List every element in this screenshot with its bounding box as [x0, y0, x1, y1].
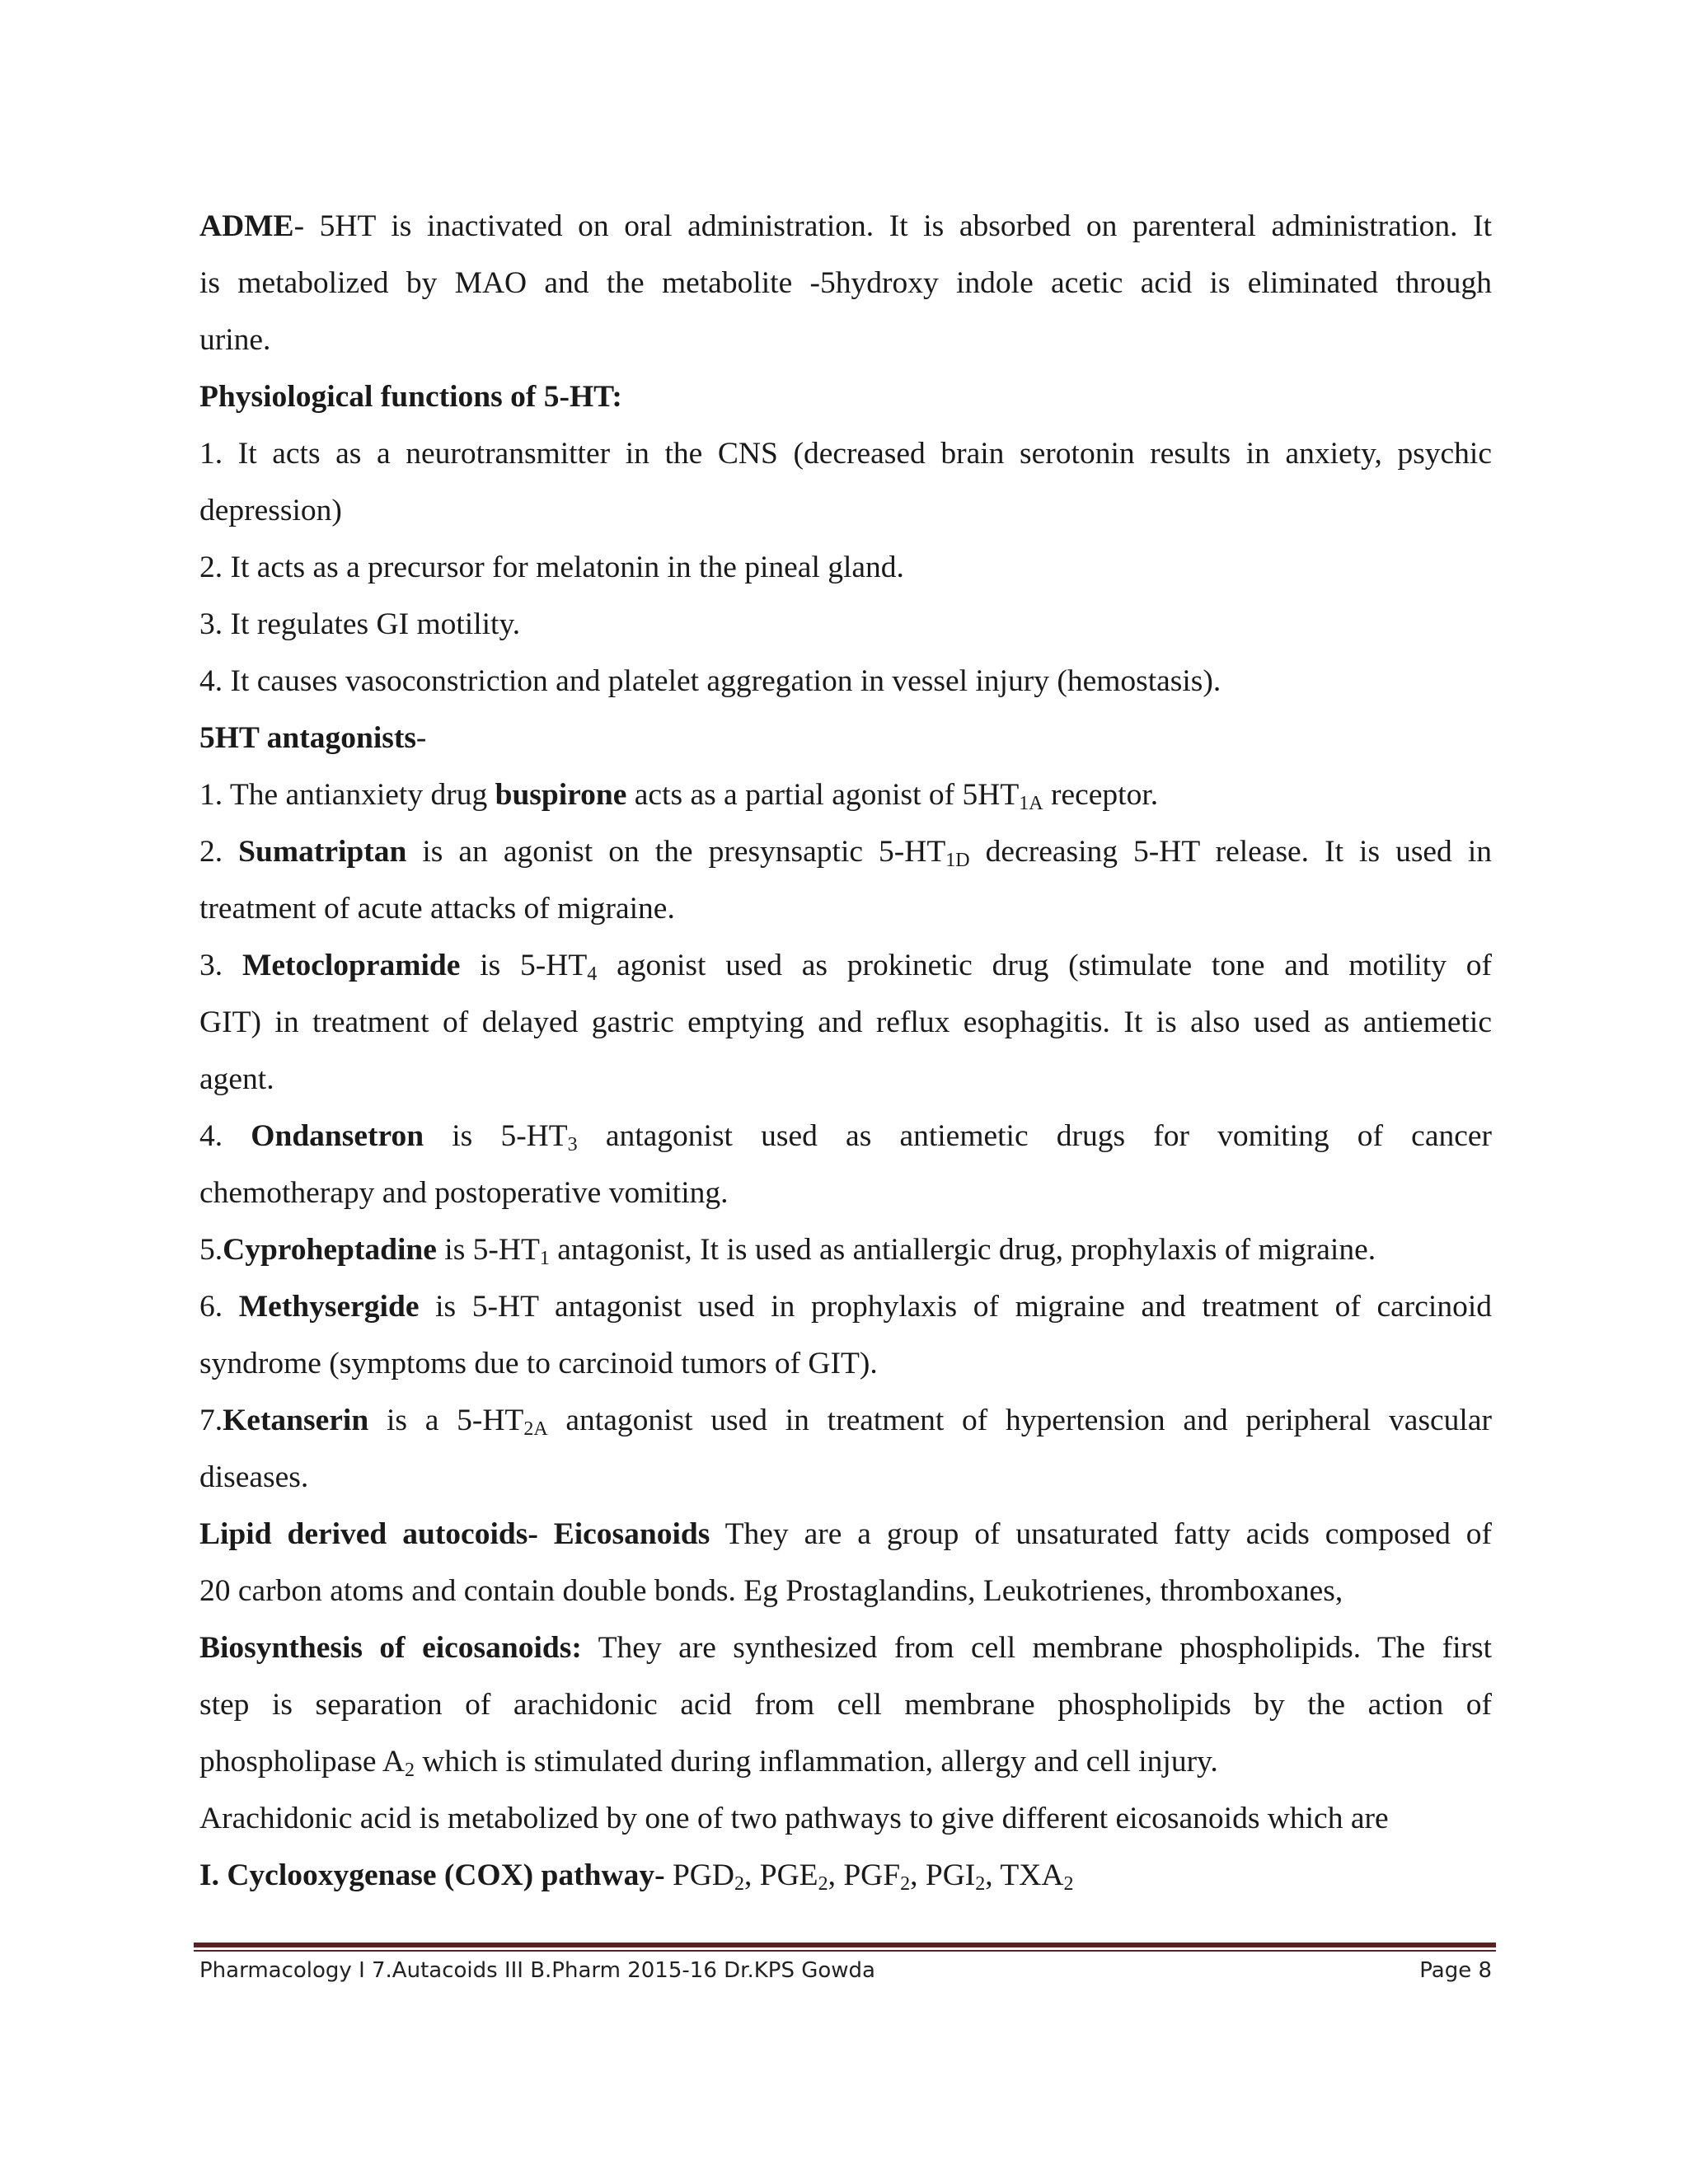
biosynthesis-line-1 — [199, 1619, 1492, 1676]
receptor-subscript: 3 — [567, 1134, 578, 1155]
drug-name-ondansetron: Ondansetron — [251, 1119, 424, 1153]
antagonist-item-7-line-1 — [199, 1392, 1492, 1449]
drug-name-methysergide: Methysergide — [238, 1290, 420, 1324]
adme-text-1: - 5HT is inactivated on oral administration. It is absorbed on parenteral administration. It — [293, 209, 1492, 243]
cox-pathway-line — [199, 1847, 1492, 1904]
biosynthesis-text-2: step is separation of arachidonic acid from cell membrane phospholipids by the action of — [199, 1688, 1492, 1722]
antagonist-item-4-line-2 — [199, 1165, 1492, 1221]
lipid-text-2: 20 carbon atoms and contain double bonds. Eg Prostaglandins, Leukotrienes, thromboxanes, — [199, 1574, 1343, 1608]
antagonist-item-4-line-1 — [199, 1108, 1492, 1165]
physiological-heading-text: Physiological functions of 5-HT: — [199, 380, 622, 414]
cox-product-subscript: 2 — [900, 1873, 911, 1895]
lipid-line-2 — [199, 1563, 1492, 1619]
antagonist-item-4-mid: is 5-HT — [424, 1119, 568, 1153]
antagonist-item-6-line-1 — [199, 1278, 1492, 1335]
antagonist-item-1-pre: 1. The antianxiety drug — [199, 778, 495, 812]
adme-text-3: urine. — [199, 323, 271, 357]
page-body — [199, 198, 1492, 1904]
antagonist-item-1-post: receptor. — [1043, 778, 1159, 812]
antagonist-item-7-line-2 — [199, 1449, 1492, 1506]
enzyme-subscript: 2 — [404, 1760, 415, 1781]
cox-heading: I. Cyclooxygenase (COX) pathway- — [199, 1858, 665, 1892]
adme-line-3 — [199, 312, 1492, 368]
page-footer — [199, 1958, 1492, 1983]
antagonist-item-4-pre: 4. — [199, 1119, 251, 1153]
lipid-line-1 — [199, 1506, 1492, 1563]
biosynthesis-line-3 — [199, 1733, 1492, 1790]
cox-product-base: TXA — [1000, 1858, 1064, 1892]
cox-product-base: PGF — [843, 1858, 901, 1892]
antagonist-item-2-mid: is an agonist on the presynsaptic 5-HT — [406, 835, 946, 869]
antagonist-item-3-text-3: agent. — [199, 1062, 274, 1096]
biosynthesis-line-2 — [199, 1676, 1492, 1733]
biosynthesis-text-3-post: which is stimulated during inflammation, allergy and cell injury. — [414, 1745, 1218, 1779]
antagonist-item-7-post: antagonist used in treatment of hypertension and peripheral vascular — [547, 1404, 1492, 1437]
physiological-item-1-text: 1. It acts as a neurotransmitter in the CNS (decreased brain serotonin results in anxiety, psychic — [199, 437, 1492, 471]
biosynthesis-text-1: They are synthesized from cell membrane phospholipids. The first — [581, 1631, 1492, 1665]
cox-product-base: PGD — [672, 1858, 734, 1892]
biosynthesis-text-3-pre: phospholipase A — [199, 1745, 405, 1779]
antagonist-item-5-post: antagonist, It is used as antiallergic drug, prophylaxis of migraine. — [549, 1233, 1376, 1267]
physiological-item-3 — [199, 596, 1492, 653]
cox-product-separator: , — [985, 1858, 1001, 1892]
antagonist-item-7-text-2: diseases. — [199, 1460, 309, 1494]
antagonist-item-7-pre: 7. — [199, 1404, 223, 1437]
antagonist-item-7-mid: is a 5-HT — [368, 1404, 524, 1437]
antagonists-heading — [199, 710, 1492, 766]
antagonists-heading-text: 5HT antagonists — [199, 721, 416, 755]
antagonist-item-3-line-3 — [199, 1051, 1492, 1108]
cox-product-base: PGI — [925, 1858, 976, 1892]
antagonist-item-2-line-2 — [199, 880, 1492, 937]
antagonist-item-2-text-2: treatment of acute attacks of migraine. — [199, 892, 675, 926]
footer-divider-thin — [194, 1950, 1496, 1952]
adme-line-2 — [199, 255, 1492, 312]
antagonist-item-1-mid: acts as a partial agonist of 5HT — [626, 778, 1020, 812]
lipid-text-1: They are a group of unsaturated fatty acids composed of — [710, 1517, 1492, 1551]
drug-name-buspirone: buspirone — [495, 778, 627, 812]
drug-name-ketanserin: Ketanserin — [223, 1404, 369, 1437]
antagonist-item-2-pre: 2. — [199, 835, 239, 869]
antagonist-item-3-line-2 — [199, 994, 1492, 1051]
antagonist-item-6-post: is 5-HT antagonist used in prophylaxis of migraine and treatment of carcinoid — [419, 1290, 1492, 1324]
cox-product-subscript: 2 — [818, 1873, 828, 1895]
physiological-heading — [199, 368, 1492, 425]
physiological-item-1-line-1 — [199, 425, 1492, 482]
antagonist-item-2-post: decreasing 5-HT release. It is used in — [969, 835, 1493, 869]
cox-product-separator: , — [910, 1858, 926, 1892]
physiological-item-4-text: 4. It causes vasoconstriction and platelet aggregation in vessel injury (hemostasis). — [199, 664, 1221, 698]
physiological-item-1-line-2 — [199, 482, 1492, 539]
physiological-item-2-text: 2. It acts as a precursor for melatonin in the pineal gland. — [199, 551, 904, 584]
footer-course-info: Pharmacology I 7.Autacoids III B.Pharm 2015-16 Dr.KPS Gowda — [199, 1958, 875, 1983]
receptor-subscript: 2A — [523, 1418, 548, 1440]
antagonists-heading-suffix: - — [415, 721, 427, 755]
drug-name-cyproheptadine: Cyproheptadine — [223, 1233, 437, 1267]
cox-product-subscript: 2 — [1063, 1873, 1074, 1895]
cox-product-subscript: 2 — [975, 1873, 986, 1895]
footer-divider-thick — [194, 1943, 1496, 1947]
antagonist-item-3-pre: 3. — [199, 949, 242, 982]
receptor-subscript: 1 — [539, 1248, 550, 1269]
biosynthesis-text-4: Arachidonic acid is metabolized by one of two pathways to give different eicosanoids which are — [199, 1802, 1389, 1835]
antagonist-item-3-post: agonist used as prokinetic drug (stimulate tone and motility of — [597, 949, 1493, 982]
adme-text-2: is metabolized by MAO and the metabolite -5hydroxy indole acetic acid is eliminated through — [199, 266, 1492, 300]
receptor-subscript: 4 — [587, 963, 598, 985]
physiological-item-2 — [199, 539, 1492, 596]
adme-label: ADME — [199, 209, 294, 243]
antagonist-item-1 — [199, 766, 1492, 823]
footer-divider — [194, 1943, 1496, 1952]
physiological-item-3-text: 3. It regulates GI motility. — [199, 607, 521, 641]
antagonist-item-5-pre: 5. — [199, 1233, 223, 1267]
cox-products — [672, 1858, 1074, 1895]
physiological-item-4 — [199, 653, 1492, 710]
cox-product-subscript: 2 — [734, 1873, 744, 1895]
biosynthesis-line-4 — [199, 1790, 1492, 1847]
page-number: Page 8 — [1419, 1958, 1492, 1983]
lipid-heading: Lipid derived autocoids- Eicosanoids — [199, 1517, 710, 1551]
antagonist-item-4-post: antagonist used as antiemetic drugs for vomiting of cancer — [577, 1119, 1492, 1153]
receptor-subscript: 1D — [945, 850, 970, 871]
cox-product-base: PGE — [759, 1858, 818, 1892]
antagonist-item-3-line-1 — [199, 937, 1492, 994]
physiological-item-1-text-2: depression) — [199, 494, 342, 527]
antagonist-item-6-text-2: syndrome (symptoms due to carcinoid tumors of GIT). — [199, 1347, 878, 1380]
cox-product-separator: , — [743, 1858, 760, 1892]
drug-name-sumatriptan: Sumatriptan — [238, 835, 407, 869]
antagonist-item-3-text-2: GIT) in treatment of delayed gastric emptying and reflux esophagitis. It is also used as antiemetic — [199, 1005, 1492, 1039]
drug-name-metoclopramide: Metoclopramide — [241, 949, 461, 982]
antagonist-item-4-text-2: chemotherapy and postoperative vomiting. — [199, 1176, 729, 1210]
receptor-subscript: 1A — [1019, 793, 1043, 814]
antagonist-item-2-line-1 — [199, 823, 1492, 880]
antagonist-item-5 — [199, 1221, 1492, 1278]
antagonist-item-6-line-2 — [199, 1335, 1492, 1392]
cox-product-separator: , — [828, 1858, 844, 1892]
antagonist-item-5-mid: is 5-HT — [436, 1233, 540, 1267]
antagonist-item-3-mid: is 5-HT — [460, 949, 588, 982]
biosynthesis-heading: Biosynthesis of eicosanoids: — [199, 1631, 582, 1665]
antagonist-item-6-pre: 6. — [199, 1290, 239, 1324]
adme-line-1 — [199, 198, 1492, 255]
